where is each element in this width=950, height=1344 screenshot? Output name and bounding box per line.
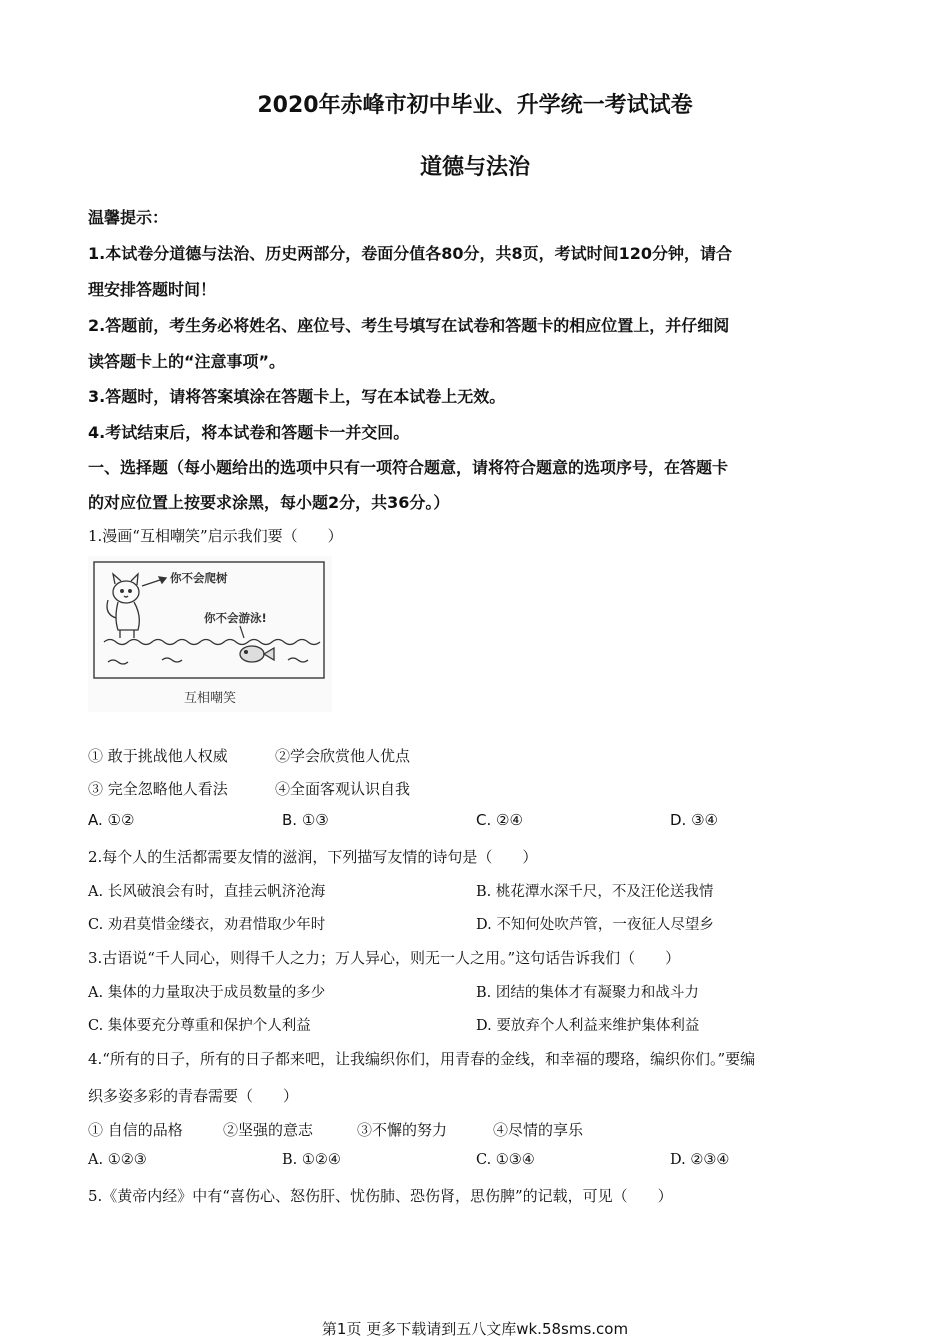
q1-option-d[interactable]: D. ③④ (670, 811, 718, 829)
q5-stem: 5.《黄帝内经》中有“喜伤心、怒伤肝、忧伤肺、恐伤肾，思伤脾”的记载，可见（ ） (88, 1187, 673, 1205)
q3-option-a[interactable]: A. 集体的力量取决于成员数量的多少 (88, 985, 326, 1001)
q1-option-b[interactable]: B. ①③ (282, 811, 329, 829)
q2-stem: 2.每个人的生活都需要友情的滋润，下列描写友情的诗句是（ ） (88, 848, 538, 866)
cartoon-caption: 互相嘲笑 (183, 691, 237, 706)
q3-option-b[interactable]: B. 团结的集体才有凝聚力和战斗力 (476, 985, 699, 1001)
q4-option-a[interactable]: A. ①②③ (88, 1152, 147, 1168)
q4-option-c[interactable]: C. ①③④ (476, 1152, 535, 1168)
notice-line-1b: 理安排答题时间！ (88, 280, 217, 299)
q4-statement-3: ③不懈的努力 (357, 1121, 448, 1139)
q1-statement-3: ③ 完全忽略他人看法 (88, 780, 228, 798)
q4-statement-2: ②坚强的意志 (223, 1121, 314, 1139)
notice-line-1a: 1.本试卷分道德与法治、历史两部分，卷面分值各80分，共8页，考试时间120分钟，请合 (88, 244, 733, 263)
section-heading-b: 的对应位置上按要求涂黑，每小题2分，共36分。） (88, 493, 450, 512)
section-heading-a: 一、选择题（每小题给出的选项中只有一项符合题意，请将符合题意的选项序号，在答题卡 (88, 458, 729, 477)
notice-line-3: 3.答题时，请将答案填涂在答题卡上，写在本试卷上无效。 (88, 387, 506, 406)
q4-stem-a: 4.“所有的日子，所有的日子都来吧，让我编织你们，用青春的金线，和幸福的璎珞，编织你们。”要编 (88, 1050, 756, 1068)
q1-statement-1: ① 敢于挑战他人权威 (88, 747, 228, 765)
page-footer: 第1页 更多下载请到五八文库wk.58sms.com (321, 1320, 629, 1338)
q1-statement-2: ②学会欣赏他人优点 (275, 747, 411, 765)
q2-option-d[interactable]: D. 不知何处吹芦管，一夜征人尽望乡 (476, 917, 714, 933)
q1-option-a[interactable]: A. ①② (88, 811, 135, 829)
q2-option-b[interactable]: B. 桃花潭水深千尺，不及汪伦送我情 (476, 884, 714, 900)
q2-option-c[interactable]: C. 劝君莫惜金缕衣，劝君惜取少年时 (88, 917, 326, 933)
q3-stem: 3.古语说“千人同心，则得千人之力；万人异心，则无一人之用。”这句话告诉我们（ ） (88, 949, 681, 967)
q4-stem-b: 织多姿多彩的青春需要（ ） (88, 1087, 299, 1105)
q1-option-c[interactable]: C. ②④ (476, 811, 523, 829)
notice-line-2b: 读答题卡上的“注意事项”。 (88, 352, 286, 371)
q4-option-b[interactable]: B. ①②④ (282, 1152, 341, 1168)
q4-statement-4: ④尽情的享乐 (493, 1121, 584, 1139)
q1-statement-4: ④全面客观认识自我 (275, 780, 411, 798)
notice-line-2a: 2.答题前，考生务必将姓名、座位号、考生号填写在试卷和答题卡的相应位置上，并仔细阅 (88, 316, 730, 335)
q3-option-d[interactable]: D. 要放弃个人利益来维护集体利益 (476, 1018, 700, 1034)
q1-stem: 1.漫画“互相嘲笑”启示我们要（ ） (88, 527, 343, 545)
notice-heading: 温馨提示： (88, 208, 169, 227)
fish-speech: 你不会游泳! (204, 611, 267, 625)
subject-title: 道德与法治 (419, 155, 530, 180)
q2-option-a[interactable]: A. 长风破浪会有时，直挂云帆济沧海 (88, 884, 326, 900)
q4-option-d[interactable]: D. ②③④ (670, 1152, 730, 1168)
notice-line-4: 4.考试结束后，将本试卷和答题卡一并交回。 (88, 423, 410, 442)
exam-title: 2020年赤峰市初中毕业、升学统一考试试卷 (257, 93, 693, 118)
q4-statement-1: ① 自信的品格 (88, 1121, 183, 1139)
q3-option-c[interactable]: C. 集体要充分尊重和保护个人利益 (88, 1018, 311, 1034)
cartoon-image (88, 556, 332, 712)
cat-speech: 你不会爬树 (170, 571, 228, 585)
